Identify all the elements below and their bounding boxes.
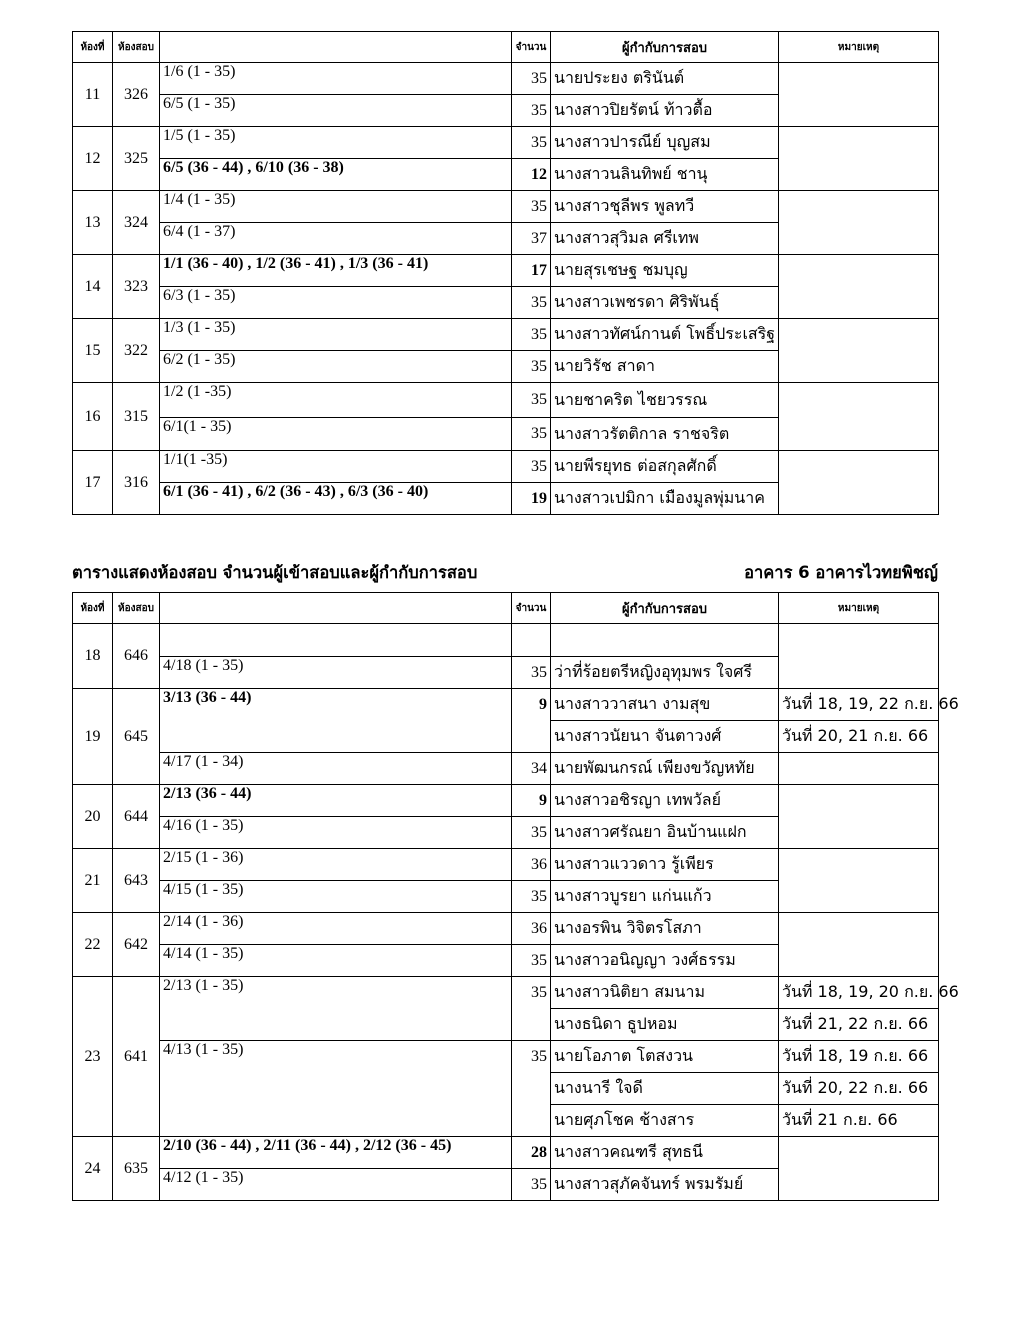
student-count: 28: [512, 1137, 551, 1169]
table-row: [73, 287, 939, 319]
table-row: [73, 319, 939, 351]
supervisor-name: นางสาวแววดาว รู้เพียร: [551, 849, 779, 881]
table-header-row: [73, 593, 939, 624]
class-range: 1/2 (1 -35): [160, 383, 512, 418]
student-count: 35: [512, 383, 551, 418]
room-number: 23: [73, 977, 113, 1137]
exam-room-number: 325: [113, 127, 160, 191]
remark-note: [779, 1169, 939, 1201]
student-count: [512, 1009, 551, 1041]
student-count: 35: [512, 945, 551, 977]
table-row: [73, 1073, 939, 1105]
supervisor-name: นางสาววาสนา งามสุข: [551, 689, 779, 721]
remark-note: [779, 785, 939, 817]
exam-table-1-body: [73, 63, 939, 515]
class-range: 4/12 (1 - 35): [160, 1169, 512, 1201]
class-range: [160, 721, 512, 753]
room-number: 13: [73, 191, 113, 255]
class-range: 4/15 (1 - 35): [160, 881, 512, 913]
student-count: 35: [512, 95, 551, 127]
supervisor-name: นายชาคริต ไชยวรรณ: [551, 383, 779, 418]
class-range: 6/1 (36 - 41) , 6/2 (36 - 43) , 6/3 (36 - 40): [160, 483, 512, 515]
remark-note: [779, 881, 939, 913]
class-range: 4/18 (1 - 35): [160, 657, 512, 689]
remark-note: [779, 223, 939, 255]
remark-note: วันที่ 20, 22 ก.ย. 66: [779, 1073, 939, 1105]
room-number: 14: [73, 255, 113, 319]
class-range: 2/14 (1 - 36): [160, 913, 512, 945]
supervisor-name: นายวิรัช สาดา: [551, 351, 779, 383]
col-room-no: ห้องที่: [73, 593, 113, 624]
room-number: 16: [73, 383, 113, 451]
supervisor-name: นางสาวศรัณยา อินบ้านแฝก: [551, 817, 779, 849]
col-exam-room: ห้องสอบ: [113, 32, 160, 63]
exam-room-number: 635: [113, 1137, 160, 1201]
exam-table-1: [72, 31, 939, 515]
exam-room-number: 645: [113, 689, 160, 785]
remark-note: [779, 287, 939, 319]
room-number: 19: [73, 689, 113, 785]
remark-note: [779, 483, 939, 515]
class-range: 6/3 (1 - 35): [160, 287, 512, 319]
student-count: 35: [512, 191, 551, 223]
table-row: [73, 689, 939, 721]
student-count: 36: [512, 913, 551, 945]
class-range: 6/1(1 - 35): [160, 418, 512, 451]
section-heading: [72, 560, 938, 586]
student-count: 19: [512, 483, 551, 515]
supervisor-name: นางสาวนิติยา สมนาม: [551, 977, 779, 1009]
supervisor-name: นางสาวคณฑรี สุทธนี: [551, 1137, 779, 1169]
student-count: 35: [512, 451, 551, 483]
remark-note: [779, 849, 939, 881]
table-row: [73, 785, 939, 817]
class-range: [160, 1105, 512, 1137]
table-row: [73, 817, 939, 849]
room-number: 24: [73, 1137, 113, 1201]
remark-note: วันที่ 21 ก.ย. 66: [779, 1105, 939, 1137]
remark-note: [779, 657, 939, 689]
table-row: [73, 159, 939, 191]
room-number: 11: [73, 63, 113, 127]
room-number: 18: [73, 624, 113, 689]
table-row: [73, 753, 939, 785]
col-remark: หมายเหตุ: [779, 593, 939, 624]
class-range: 3/13 (36 - 44): [160, 689, 512, 721]
student-count: [512, 1105, 551, 1137]
student-count: 35: [512, 127, 551, 159]
table-row: [73, 624, 939, 657]
supervisor-name: นางสาวสุภัคจันทร์ พรมรัมย์: [551, 1169, 779, 1201]
supervisor-name: นายศุภโชค ช้างสาร: [551, 1105, 779, 1137]
supervisor-name: นายโอภาต โตสงวน: [551, 1041, 779, 1073]
remark-note: [779, 753, 939, 785]
student-count: 34: [512, 753, 551, 785]
student-count: 35: [512, 1169, 551, 1201]
supervisor-name: นางสาวเปมิกา เมืองมูลพุ่มนาค: [551, 483, 779, 515]
supervisor-name: นางนารี ใจดี: [551, 1073, 779, 1105]
student-count: 35: [512, 1041, 551, 1073]
room-number: 15: [73, 319, 113, 383]
class-range: 1/1 (36 - 40) , 1/2 (36 - 41) , 1/3 (36 - 41): [160, 255, 512, 287]
remark-note: [779, 817, 939, 849]
exam-table-2-body: [73, 624, 959, 1201]
exam-room-number: 641: [113, 977, 160, 1137]
supervisor-name: นายประยง ตรินันต์: [551, 63, 779, 95]
exam-room-number: 323: [113, 255, 160, 319]
col-classes: [160, 32, 512, 63]
supervisor-name: ว่าที่ร้อยตรีหญิงอุทุมพร ใจศรี: [551, 657, 779, 689]
table-row: [73, 977, 939, 1009]
remark-note: วันที่ 18, 19 ก.ย. 66: [779, 1041, 939, 1073]
student-count: 12: [512, 159, 551, 191]
room-number: 12: [73, 127, 113, 191]
col-count: จำนวน: [512, 32, 551, 63]
student-count: 35: [512, 657, 551, 689]
table-row: [73, 255, 939, 287]
class-range: [160, 1009, 512, 1041]
student-count: 35: [512, 63, 551, 95]
student-count: 35: [512, 351, 551, 383]
remark-note: [779, 127, 939, 159]
remark-note: [779, 191, 939, 223]
table-row: [73, 383, 939, 418]
remark-note: [779, 63, 939, 95]
table-row: [73, 945, 939, 977]
student-count: [512, 1073, 551, 1105]
class-range: 1/1(1 -35): [160, 451, 512, 483]
col-remark: หมายเหตุ: [779, 32, 939, 63]
exam-room-number: 644: [113, 785, 160, 849]
student-count: 35: [512, 977, 551, 1009]
class-range: 2/13 (1 - 35): [160, 977, 512, 1009]
col-supervisor: ผู้กำกับการสอบ: [551, 32, 779, 63]
class-range: 2/15 (1 - 36): [160, 849, 512, 881]
remark-note: วันที่ 21, 22 ก.ย. 66: [779, 1009, 939, 1041]
supervisor-name: นางสาวปารณีย์ บุญสม: [551, 127, 779, 159]
class-range: 4/14 (1 - 35): [160, 945, 512, 977]
class-range: 2/13 (36 - 44): [160, 785, 512, 817]
table-row: [73, 1009, 939, 1041]
supervisor-name: นางสาวเพชรดา ศิริพันธุ์: [551, 287, 779, 319]
exam-room-number: 643: [113, 849, 160, 913]
col-supervisor: ผู้กำกับการสอบ: [551, 593, 779, 624]
col-classes: [160, 593, 512, 624]
supervisor-name: นางสาวชุลีพร พูลทวี: [551, 191, 779, 223]
section-title: ตารางแสดงห้องสอบ จำนวนผู้เข้าสอบและผู้กำกับการสอบ: [72, 563, 478, 582]
student-count: 35: [512, 418, 551, 451]
class-range: 4/13 (1 - 35): [160, 1041, 512, 1073]
exam-room-number: 646: [113, 624, 160, 689]
student-count: 9: [512, 785, 551, 817]
room-number: 22: [73, 913, 113, 977]
room-number: 17: [73, 451, 113, 515]
supervisor-name: นายสุรเชษฐ ชมบุญ: [551, 255, 779, 287]
table-row: [73, 191, 939, 223]
table-row: [73, 451, 939, 483]
supervisor-name: นางสาวนัยนา จันตาวงศ์: [551, 721, 779, 753]
remark-note: [779, 418, 939, 451]
remark-note: [779, 351, 939, 383]
student-count: 9: [512, 689, 551, 721]
supervisor-name: นางสาวอชิรญา เทพวัลย์: [551, 785, 779, 817]
class-range: [160, 1073, 512, 1105]
exam-room-number: 316: [113, 451, 160, 515]
supervisor-name: นางธนิดา ธูปหอม: [551, 1009, 779, 1041]
student-count: 36: [512, 849, 551, 881]
remark-note: [779, 624, 939, 657]
table-row: [73, 483, 939, 515]
remark-note: [779, 255, 939, 287]
table-row: [73, 95, 939, 127]
student-count: 35: [512, 881, 551, 913]
exam-table-2: [72, 592, 959, 1201]
supervisor-name: [551, 624, 779, 657]
table-row: [73, 721, 939, 753]
room-number: 20: [73, 785, 113, 849]
table-row: [73, 1137, 939, 1169]
class-range: 1/4 (1 - 35): [160, 191, 512, 223]
remark-note: [779, 159, 939, 191]
table-row: [73, 127, 939, 159]
supervisor-name: นางสาวทัศน์กานต์ โพธิ์ประเสริฐ: [551, 319, 779, 351]
supervisor-name: นางสาวอนิญญา วงศ์ธรรม: [551, 945, 779, 977]
supervisor-name: นางสาวปิยรัตน์ ท้าวตื้อ: [551, 95, 779, 127]
table-row: [73, 351, 939, 383]
exam-room-number: 315: [113, 383, 160, 451]
exam-room-number: 326: [113, 63, 160, 127]
table-row: [73, 223, 939, 255]
supervisor-name: นายพีรยุทธ ต่อสกุลศักดิ์: [551, 451, 779, 483]
class-range: 4/16 (1 - 35): [160, 817, 512, 849]
supervisor-name: นางสาวบูรยา แก่นแก้ว: [551, 881, 779, 913]
student-count: 17: [512, 255, 551, 287]
table-row: [73, 657, 939, 689]
class-range: 2/10 (36 - 44) , 2/11 (36 - 44) , 2/12 (36 - 45): [160, 1137, 512, 1169]
table-row: [73, 1041, 939, 1073]
class-range: 6/4 (1 - 37): [160, 223, 512, 255]
supervisor-name: นางสาวนลินทิพย์ ชานุ: [551, 159, 779, 191]
exam-room-number: 322: [113, 319, 160, 383]
class-range: 6/2 (1 - 35): [160, 351, 512, 383]
class-range: 6/5 (1 - 35): [160, 95, 512, 127]
student-count: [512, 721, 551, 753]
col-count: จำนวน: [512, 593, 551, 624]
supervisor-name: นางอรพิน วิจิตรโสภา: [551, 913, 779, 945]
remark-note: วันที่ 20, 21 ก.ย. 66: [779, 721, 939, 753]
class-range: 6/5 (36 - 44) , 6/10 (36 - 38): [160, 159, 512, 191]
class-range: [160, 624, 512, 657]
student-count: 35: [512, 817, 551, 849]
class-range: 1/6 (1 - 35): [160, 63, 512, 95]
remark-note: [779, 451, 939, 483]
student-count: [512, 624, 551, 657]
class-range: 1/3 (1 - 35): [160, 319, 512, 351]
remark-note: [779, 383, 939, 418]
remark-note: [779, 913, 939, 945]
class-range: 1/5 (1 - 35): [160, 127, 512, 159]
table-row: [73, 1169, 939, 1201]
remark-note: [779, 95, 939, 127]
supervisor-name: นางสาวสุวิมล ศรีเทพ: [551, 223, 779, 255]
table-row: [73, 881, 939, 913]
supervisor-name: นายพัฒนกรณ์ เพียงขวัญหทัย: [551, 753, 779, 785]
table-row: [73, 913, 939, 945]
student-count: 37: [512, 223, 551, 255]
remark-note: [779, 1137, 939, 1169]
student-count: 35: [512, 287, 551, 319]
exam-room-number: 642: [113, 913, 160, 977]
supervisor-name: นางสาวรัตติกาล ราชจริต: [551, 418, 779, 451]
exam-room-number: 324: [113, 191, 160, 255]
table-row: [73, 418, 939, 451]
table-row: [73, 1105, 939, 1137]
room-number: 21: [73, 849, 113, 913]
building-label: อาคาร 6 อาคารไวทยพิชญ์: [744, 563, 938, 582]
remark-note: [779, 319, 939, 351]
table-row: [73, 63, 939, 95]
table-row: [73, 849, 939, 881]
col-room-no: ห้องที่: [73, 32, 113, 63]
student-count: 35: [512, 319, 551, 351]
remark-note: วันที่ 18, 19, 20 ก.ย. 66: [779, 977, 939, 1009]
remark-note: วันที่ 18, 19, 22 ก.ย. 66: [779, 689, 939, 721]
class-range: 4/17 (1 - 34): [160, 753, 512, 785]
remark-note: [779, 945, 939, 977]
table-header-row: [73, 32, 939, 63]
col-exam-room: ห้องสอบ: [113, 593, 160, 624]
